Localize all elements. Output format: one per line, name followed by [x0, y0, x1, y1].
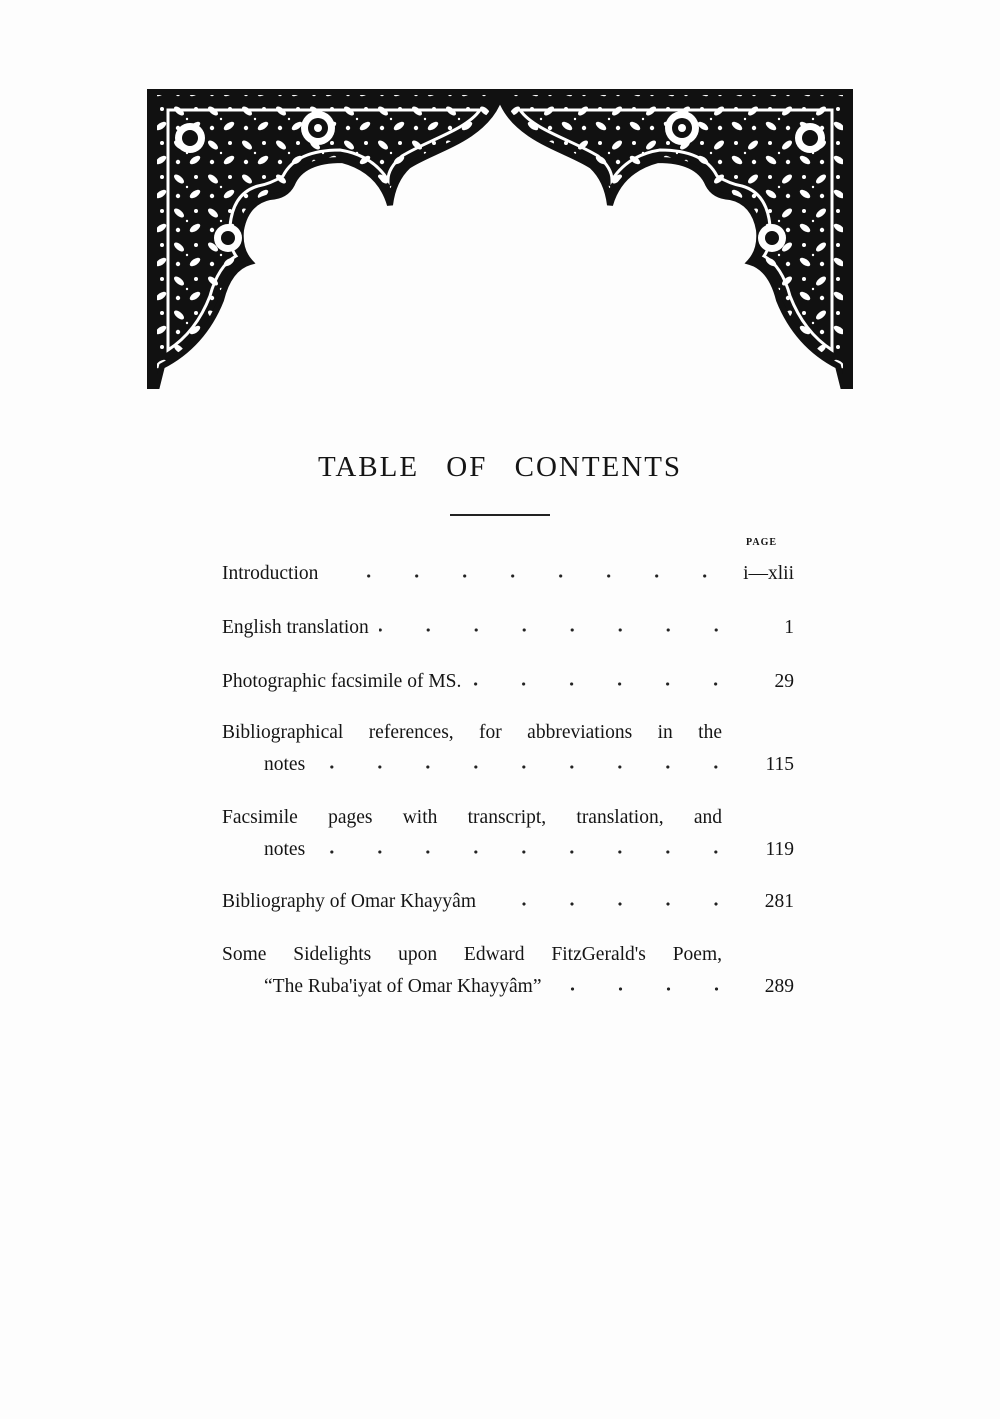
dot-leader — [315, 834, 740, 866]
entry-title: Facsimile pages with transcript, translation, and — [222, 807, 722, 828]
entry-title: English translation — [222, 617, 369, 638]
toc-entry-sidelights[interactable] — [222, 939, 794, 1003]
page-title: TABLE OF CONTENTS — [317, 451, 683, 484]
entry-title: Introduction — [222, 563, 319, 584]
entry-title: Photographic facsimile of MS. — [222, 671, 462, 692]
dot-leader — [379, 612, 740, 644]
entry-title-continued: “The Ruba'iyat of Omar Khayyâm” — [264, 976, 542, 997]
entry-page: i—xlii — [743, 563, 794, 584]
title-divider — [450, 514, 550, 516]
dot-leader — [471, 666, 740, 698]
dot-leader — [552, 971, 741, 1003]
dot-leader — [328, 558, 729, 590]
toc-entry-facsimile-pages[interactable] — [222, 802, 794, 866]
entry-title-continued: notes — [264, 839, 306, 860]
entry-page: 115 — [765, 754, 794, 775]
entry-page: 289 — [764, 976, 794, 997]
page-column-label: PAGE — [746, 537, 778, 548]
entry-page: 1 — [784, 617, 794, 638]
entry-page: 119 — [765, 839, 794, 860]
entry-page: 29 — [774, 671, 794, 692]
entry-title: Bibliography of Omar Khayyâm — [222, 891, 476, 912]
dot-leader — [315, 749, 740, 781]
toc-entry-photographic-facsimile[interactable] — [222, 666, 794, 698]
entry-page: 281 — [764, 891, 794, 912]
dot-leader — [486, 886, 740, 918]
toc-entry-english-translation[interactable] — [222, 612, 794, 644]
decorative-headpiece-ornament — [0, 0, 1000, 400]
entry-title: Bibliographical references, for abbreviations in the — [222, 722, 722, 743]
entry-title: Some Sidelights upon Edward FitzGerald's Poem, — [222, 944, 722, 965]
toc-entry-bibliography[interactable] — [222, 886, 794, 918]
toc-entry-bibliographical-references[interactable] — [222, 717, 794, 781]
toc-entry-introduction[interactable] — [222, 558, 794, 590]
entry-title-continued: notes — [264, 754, 306, 775]
